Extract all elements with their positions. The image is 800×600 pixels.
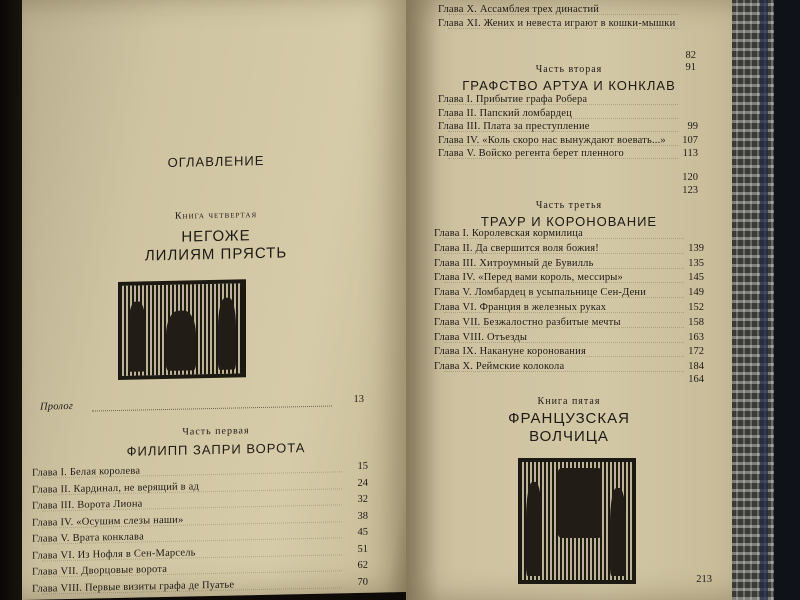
part-three-last-page: 164 xyxy=(688,374,704,385)
left-page xyxy=(22,0,410,600)
chapter-title: Глава VII. Безжалостно разбитые мечты xyxy=(434,316,621,328)
part-two-extra-page: 123 xyxy=(682,185,698,196)
chapter-title: Глава I. Прибытие графа Робера xyxy=(438,94,588,105)
chapter-page: 172 xyxy=(688,346,704,358)
woodcut-illustration-left xyxy=(118,279,246,380)
part-two-label: Часть вторая xyxy=(535,64,603,75)
chapter-page: 149 xyxy=(688,287,704,299)
chapter-page: 32 xyxy=(357,493,368,505)
chapter-page: 145 xyxy=(688,272,704,284)
woodcut-illustration-right xyxy=(518,458,636,584)
top-page-number: 82 xyxy=(685,50,696,61)
prologue-label: Пролог xyxy=(40,400,74,413)
chapter-title: Глава II. Папский ломбардец xyxy=(438,107,572,119)
chapter-title: Глава V. Ломбардец в усыпальнице Сен-Дени xyxy=(434,287,647,299)
chapter-page: 15 xyxy=(357,460,368,472)
book-title-line1: НЕГОЖЕ xyxy=(181,227,251,246)
right-page xyxy=(406,0,732,600)
chapter-page: 184 xyxy=(688,361,704,373)
chapter-page: 139 xyxy=(688,242,704,254)
chapter-title: Глава III. Ворота Лиона xyxy=(32,498,143,512)
chapter-page: 158 xyxy=(688,316,704,328)
chapter-title: Глава I. Белая королева xyxy=(32,465,141,479)
chapter-page: 107 xyxy=(682,134,698,146)
part-one-title: ФИЛИПП ЗАПРИ ВОРОТА xyxy=(126,440,306,459)
prologue-page: 13 xyxy=(353,393,364,406)
part-one-label: Часть первая xyxy=(182,425,250,438)
part-three-title: ТРАУР И КОРОНОВАНИЕ xyxy=(480,214,658,229)
chapter-title: Глава VIII. Первые визиты графа де Пуатье xyxy=(32,579,235,595)
book-five-title-line2: ВОЛЧИЦА xyxy=(529,428,609,445)
chapter-title: Глава VIII. Отъезды xyxy=(434,331,528,343)
book-five-label: Книга пятая xyxy=(537,396,601,407)
chapter-title: Глава IV. «Коль скоро нас вынуждают воевать...» xyxy=(438,134,666,146)
part-two-title: ГРАФСТВО АРТУА И КОНКЛАВ xyxy=(462,78,676,93)
chapter-title: Глава VI. Франция в железных руках xyxy=(434,302,607,313)
chapter-page: 51 xyxy=(357,543,368,555)
book-five-title-line1: ФРАНЦУЗСКАЯ xyxy=(508,410,630,427)
chapter-page: 152 xyxy=(688,302,704,313)
chapter-title: Глава I. Королевская кормилица xyxy=(434,228,583,239)
chapter-title: Глава IV. «Осушим слезы наши» xyxy=(32,514,184,529)
chapter-title: Глава IX. Накануне коронования xyxy=(434,346,586,358)
chapter-page: 113 xyxy=(682,148,698,159)
chapter-page: 24 xyxy=(357,477,368,489)
chapter-page: 62 xyxy=(357,559,368,571)
chapter-title: Глава V. Врата конклава xyxy=(32,531,144,545)
part-three-label: Часть третья xyxy=(535,200,603,211)
chapter-title: Глава VI. Из Нофля в Сен-Марсель xyxy=(32,546,196,562)
chapter-page: 70 xyxy=(357,576,368,588)
chapter-title: Глава X. Реймские колокола xyxy=(434,361,565,373)
chapter-page: 163 xyxy=(688,331,704,343)
dark-background-right xyxy=(774,0,800,600)
chapter-title: Глава IV. «Перед вами король, мессиры» xyxy=(434,272,623,284)
book-title-line2: ЛИЛИЯМ ПРЯСТЬ xyxy=(144,244,288,265)
chapter-page: 45 xyxy=(357,526,368,538)
contents-title: ОГЛАВЛЕНИЕ xyxy=(167,152,265,170)
top-page-number: 91 xyxy=(685,62,696,73)
chapter-title: Глава II. Кардинал, не верящий в ад xyxy=(32,480,200,496)
chapter-title: Глава V. Войско регента берет пленного xyxy=(438,148,624,159)
leader-dots xyxy=(92,406,332,412)
chapter-title: Глава II. Да свершится воля божия! xyxy=(434,242,600,254)
chapter-title: Глава III. Плата за преступление xyxy=(438,121,590,132)
chapter-page: 38 xyxy=(357,510,368,522)
chapter-page: 135 xyxy=(688,257,704,269)
book-binding-edge xyxy=(760,0,768,600)
chapter-title: Глава XI. Жених и невеста играют в кошки-мышки xyxy=(438,18,676,29)
page-number: 213 xyxy=(696,574,712,585)
part-two-extra-page: 120 xyxy=(682,172,698,183)
chapter-title: Глава VII. Дворцовые ворота xyxy=(32,563,168,578)
chapter-title: Глава III. Хитроумный де Бувилль xyxy=(434,257,594,269)
chapter-page: 99 xyxy=(687,121,698,132)
book-label: Книга четвертая xyxy=(174,209,258,222)
chapter-title: Глава X. Ассамблея трех династий xyxy=(438,4,600,15)
